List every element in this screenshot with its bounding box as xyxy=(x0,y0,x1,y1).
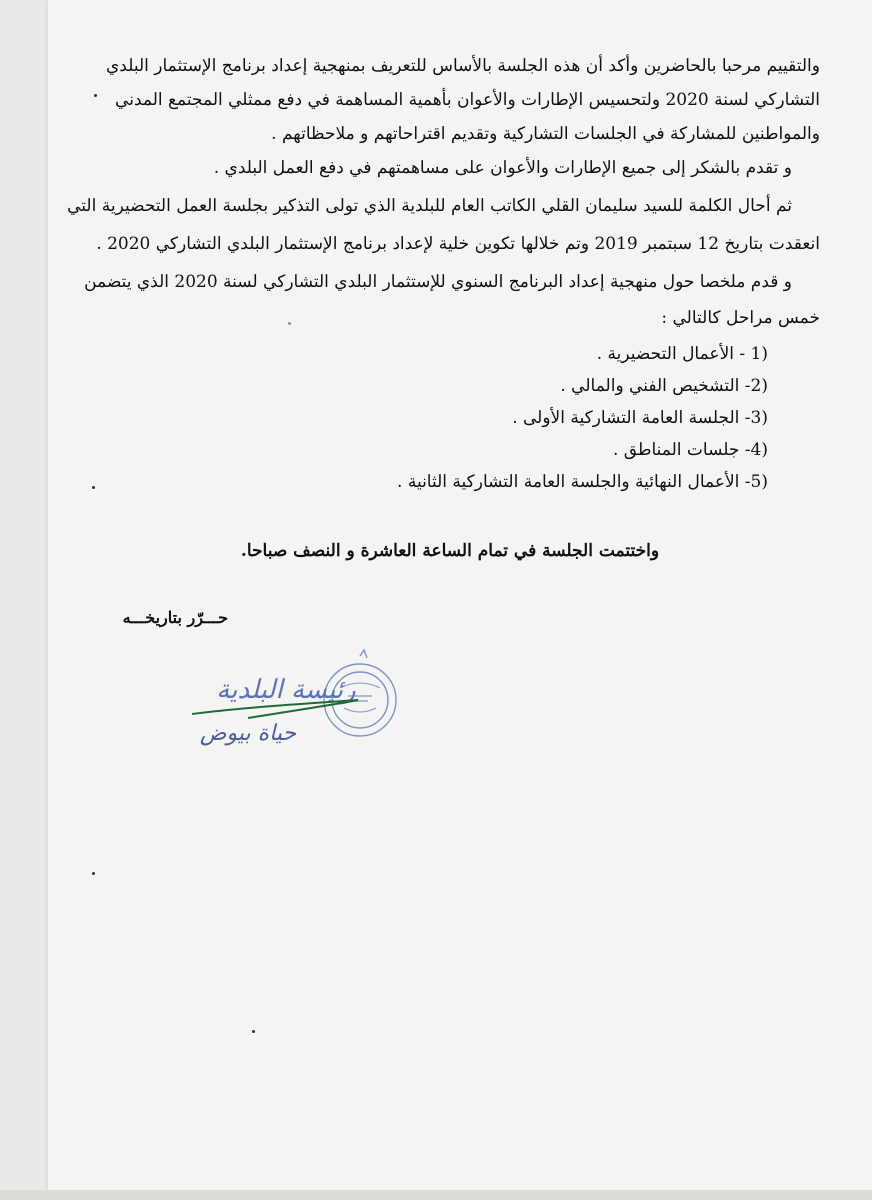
stage-number: 1) xyxy=(750,344,768,364)
stage-item xyxy=(613,440,768,460)
stage-item xyxy=(512,408,768,428)
stage-number: 4) xyxy=(750,440,768,460)
paragraph-line: والمواطنين للمشاركة في الجلسات التشاركية وتقديم اقتراحاتهم و ملاحظاتهم . xyxy=(271,124,820,144)
stage-text: - جلسات المناطق . xyxy=(612,440,751,460)
stage-number: 2) xyxy=(750,376,768,396)
paragraph-line: ثم أحال الكلمة للسيد سليمان القلي الكاتب العام للبلدية الذي تولى التذكير بجلسة العمل التحضيرية التي xyxy=(67,196,792,216)
stage-item xyxy=(597,344,768,364)
stage-text: - الجلسة العامة التشاركية الأولى . xyxy=(512,408,751,428)
scan-speck xyxy=(288,322,291,325)
signature-stamp xyxy=(188,648,408,760)
paragraph-line: التشاركي لسنة 2020 ولتحسيس الإطارات والأعوان بأهمية المساهمة في دفع ممثلي المجتمع المدني xyxy=(115,90,820,110)
page-edge xyxy=(0,1190,872,1200)
stage-number: 5) xyxy=(750,472,768,492)
stage-item xyxy=(397,472,768,492)
paragraph-line: انعقدت بتاريخ 12 سبتمبر 2019 وتم خلالها تكوين خلية لإعداد برنامج الإستثمار البلدي التشاركي 2020 . xyxy=(96,234,820,254)
written-on-label: حـــرّر بتاريخـــه xyxy=(122,608,228,627)
document-page xyxy=(48,0,872,1192)
signature-title: رئيسة البلدية xyxy=(216,675,356,705)
scan-speck xyxy=(94,94,97,97)
paragraph-line: و تقدم بالشكر إلى جميع الإطارات والأعوان على مساهمتهم في دفع العمل البلدي . xyxy=(213,158,792,178)
stage-number: 3) xyxy=(750,408,768,428)
paragraph-line: والتقييم مرحبا بالحاضرين وأكد أن هذه الجلسة بالأساس للتعريف بمنهجية إعداد برنامج الإستثمار البلدي xyxy=(105,56,820,76)
stage-text: - الأعمال التحضيرية . xyxy=(596,344,751,364)
paragraph-line: خمس مراحل كالتالي : xyxy=(661,308,820,328)
scan-speck xyxy=(252,1030,255,1033)
scan-speck xyxy=(92,872,95,875)
paragraph-line: و قدم ملخصا حول منهجية إعداد البرنامج السنوي للإستثمار البلدي التشاركي لسنة 2020 الذي يتضمن xyxy=(84,272,792,292)
scan-speck xyxy=(92,486,95,489)
stage-text: - الأعمال النهائية والجلسة العامة التشاركية الثانية . xyxy=(397,472,751,492)
closing-statement: واختتمت الجلسة في تمام الساعة العاشرة و النصف صباحا. xyxy=(240,541,660,561)
stage-text: - التشخيص الفني والمالي . xyxy=(560,376,751,396)
stage-item xyxy=(560,376,768,396)
signature-name: حياة بيوض xyxy=(199,721,297,746)
